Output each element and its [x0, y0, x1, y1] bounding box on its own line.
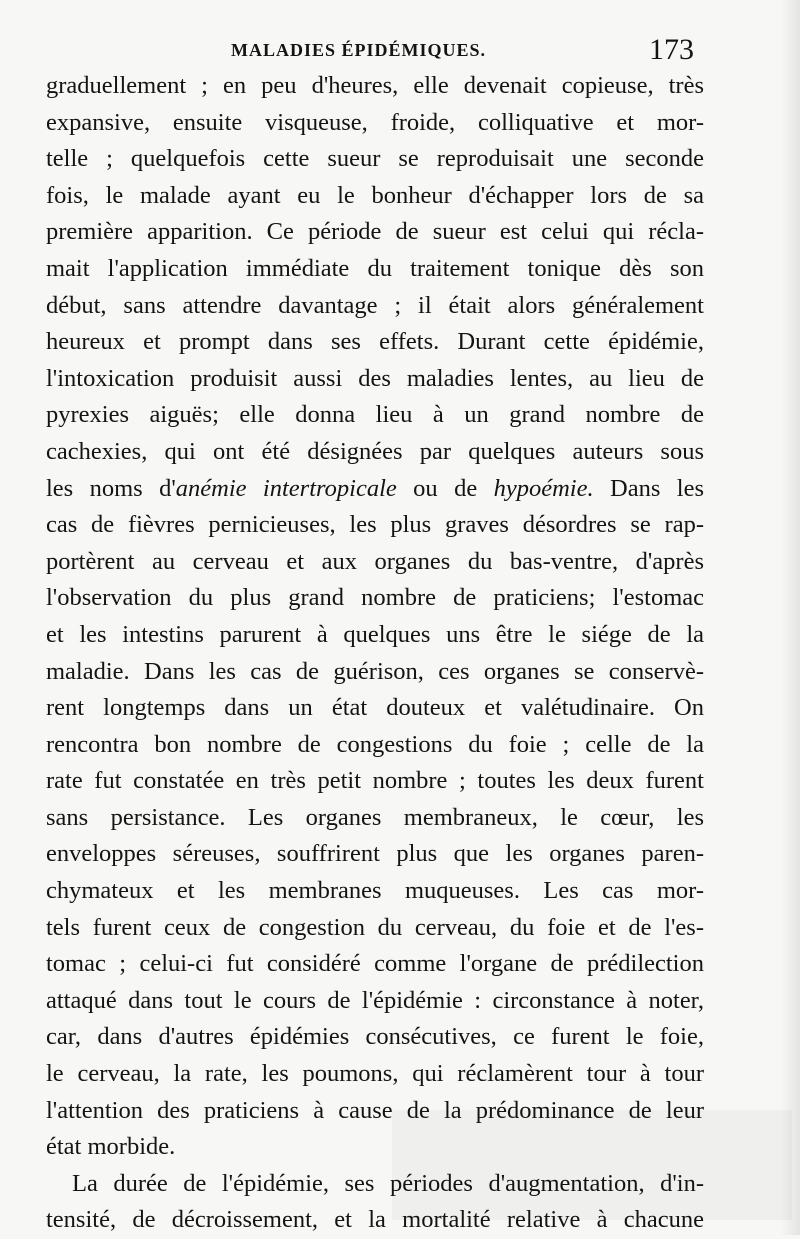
- text-line: tensité, de décroissement, et la mortalité relative à chacune: [46, 1206, 704, 1234]
- text-line: tels furent ceux de congestion du cerveau, du foie et de l'es-: [46, 913, 704, 941]
- text-line: pyrexies aiguës; elle donna lieu à un grand nombre de: [46, 401, 704, 429]
- text-line: chymateux et les membranes muqueuses. Les cas mor-: [46, 877, 704, 905]
- text-segment: les noms d': [46, 474, 176, 502]
- text-line: tomac ; celui-ci fut considéré comme l'organe de prédilection: [46, 950, 704, 978]
- text-line: cachexies, qui ont été désignées par quelques auteurs sous: [46, 437, 704, 465]
- text-line: graduellement ; en peu d'heures, elle devenait copieuse, très: [46, 72, 704, 99]
- paragraph-end-line: état morbide.: [46, 1133, 176, 1161]
- text-line: l'intoxication produisit aussi des maladies lentes, au lieu de: [46, 364, 704, 392]
- text-line: car, dans d'autres épidémies consécutives, ce furent le foie,: [46, 1023, 704, 1051]
- italic-term: hypoémie.: [493, 474, 594, 502]
- text-line: début, sans attendre davantage ; il était alors généralement: [46, 291, 704, 319]
- text-line: attaqué dans tout le cours de l'épidémie : circonstance à noter,: [46, 986, 704, 1014]
- text-segment: Dans les: [593, 474, 704, 502]
- text-line: le cerveau, la rate, les poumons, qui réclamèrent tour à tour: [46, 1060, 704, 1088]
- text-line: rencontra bon nombre de congestions du foie ; celle de la: [46, 730, 704, 758]
- text-line: expansive, ensuite visqueuse, froide, colliquative et mor-: [46, 108, 704, 136]
- text-line: enveloppes séreuses, souffrirent plus que les organes paren-: [46, 840, 704, 868]
- text-line: sans persistance. Les organes membraneux, le cœur, les: [46, 803, 704, 831]
- text-line: portèrent au cerveau et aux organes du bas-ventre, d'après: [46, 547, 704, 575]
- body-text: [46, 68, 704, 1239]
- page-header: [46, 30, 694, 70]
- text-line-with-italics: [46, 471, 704, 508]
- text-line: l'attention des praticiens à cause de la prédominance de leur: [46, 1096, 704, 1124]
- page-number: 173: [649, 33, 694, 66]
- running-head: MALADIES ÉPIDÉMIQUES.: [231, 40, 487, 60]
- text-line: maladie. Dans les cas de guérison, ces organes se conservè-: [46, 657, 704, 685]
- text-line: rent longtemps dans un état douteux et valétudinaire. On: [46, 694, 704, 722]
- text-line: rate fut constatée en très petit nombre ; toutes les deux furent: [46, 767, 704, 795]
- text-line: mait l'application immédiate du traitement tonique dès son: [46, 254, 704, 282]
- text-line: heureux et prompt dans ses effets. Durant cette épidémie,: [46, 328, 704, 356]
- text-line: cas de fièvres pernicieuses, les plus graves désordres se rap-: [46, 511, 704, 539]
- text-line: fois, le malade ayant eu le bonheur d'échapper lors de sa: [46, 181, 704, 209]
- paragraph-start-line: La durée de l'épidémie, ses périodes d'augmentation, d'in-: [72, 1169, 704, 1197]
- text-line: et les intestins parurent à quelques uns être le siége de la: [46, 620, 704, 648]
- text-segment: ou de: [396, 474, 494, 502]
- italic-term: anémie intertropicale: [175, 474, 397, 502]
- page-edge-shadow: [780, 0, 800, 1235]
- text-line: première apparition. Ce période de sueur est celui qui récla-: [46, 218, 704, 246]
- text-line: l'observation du plus grand nombre de praticiens; l'estomac: [46, 584, 704, 612]
- text-line: telle ; quelquefois cette sueur se reproduisait une seconde: [46, 145, 704, 173]
